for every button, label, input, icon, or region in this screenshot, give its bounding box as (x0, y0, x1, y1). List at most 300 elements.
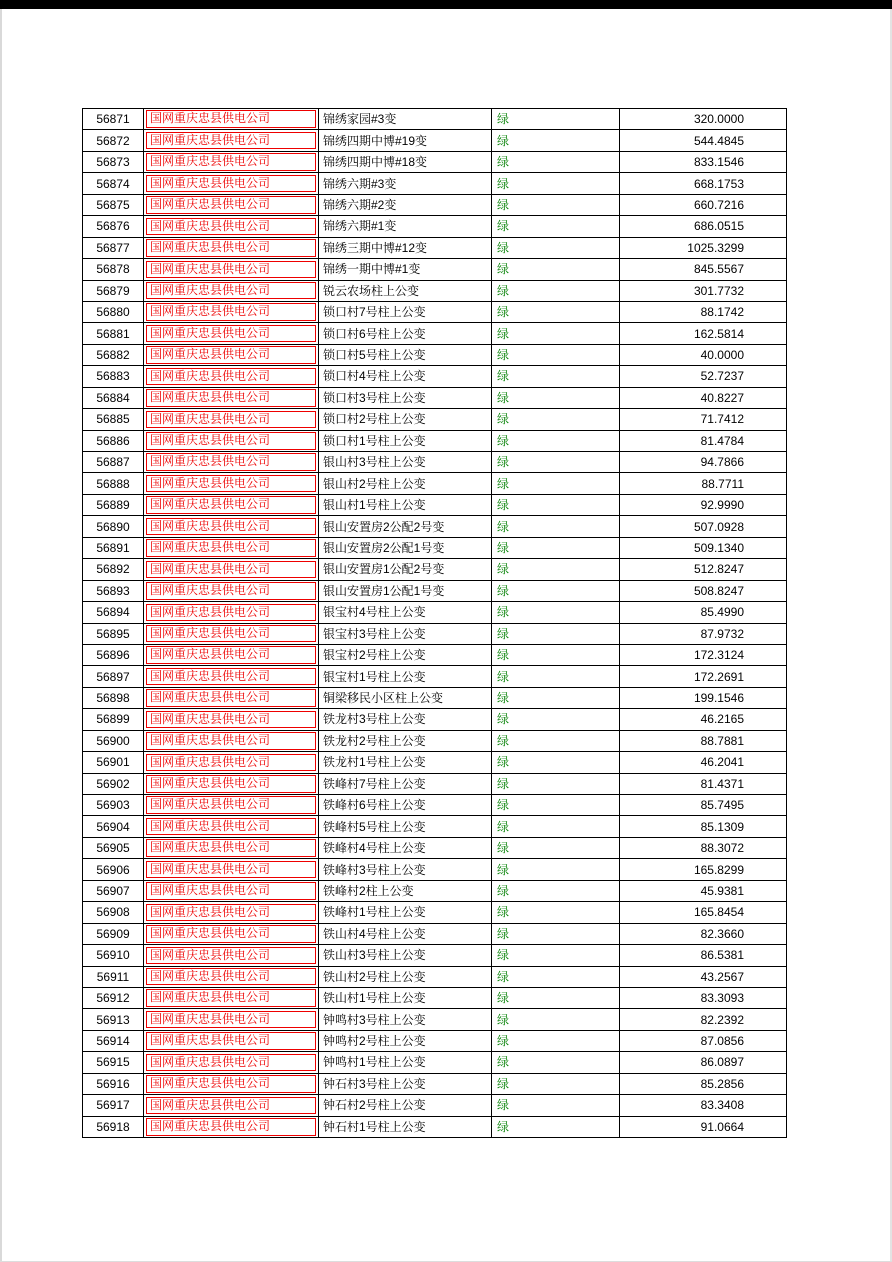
status-cell: 绿 (492, 987, 620, 1008)
company-cell (144, 752, 319, 773)
company-label: 国网重庆忠县供电公司 (146, 775, 316, 793)
value-cell: 544.4845 (620, 130, 787, 151)
status-cell: 绿 (492, 494, 620, 515)
status-cell: 绿 (492, 580, 620, 601)
company-label: 国网重庆忠县供电公司 (146, 110, 316, 128)
status-cell: 绿 (492, 816, 620, 837)
company-cell (144, 859, 319, 880)
status-cell: 绿 (492, 1116, 620, 1137)
table-row (83, 366, 787, 387)
value-cell: 507.0928 (620, 516, 787, 537)
company-label: 国网重庆忠县供电公司 (146, 839, 316, 857)
company-label: 国网重庆忠县供电公司 (146, 1054, 316, 1072)
company-label: 国网重庆忠县供电公司 (146, 196, 316, 214)
station-name-cell: 钟石村1号柱上公变 (319, 1116, 492, 1137)
row-id-cell: 56917 (83, 1095, 144, 1116)
station-name-cell: 银山安置房2公配1号变 (319, 537, 492, 558)
row-id-cell: 56916 (83, 1073, 144, 1094)
company-cell (144, 666, 319, 687)
row-id-cell: 56899 (83, 709, 144, 730)
status-cell: 绿 (492, 730, 620, 751)
value-cell: 86.0897 (620, 1052, 787, 1073)
status-cell: 绿 (492, 409, 620, 430)
value-cell: 660.7216 (620, 194, 787, 215)
status-cell: 绿 (492, 666, 620, 687)
row-id-cell: 56878 (83, 259, 144, 280)
company-label: 国网重庆忠县供电公司 (146, 582, 316, 600)
row-id-cell: 56872 (83, 130, 144, 151)
table-row (83, 194, 787, 215)
company-cell (144, 580, 319, 601)
table-row (83, 109, 787, 130)
status-cell: 绿 (492, 644, 620, 665)
company-cell (144, 1073, 319, 1094)
value-cell: 320.0000 (620, 109, 787, 130)
value-cell: 668.1753 (620, 173, 787, 194)
status-cell: 绿 (492, 623, 620, 644)
company-cell (144, 1095, 319, 1116)
table-row (83, 237, 787, 258)
status-cell: 绿 (492, 323, 620, 344)
table-row (83, 709, 787, 730)
table-row (83, 151, 787, 172)
table-row (83, 1073, 787, 1094)
value-cell: 81.4784 (620, 430, 787, 451)
value-cell: 88.7711 (620, 473, 787, 494)
value-cell: 40.8227 (620, 387, 787, 408)
value-cell: 165.8299 (620, 859, 787, 880)
company-label: 国网重庆忠县供电公司 (146, 368, 316, 386)
station-name-cell: 铁龙村3号柱上公变 (319, 709, 492, 730)
status-cell: 绿 (492, 280, 620, 301)
station-name-cell: 锁口村4号柱上公变 (319, 366, 492, 387)
status-cell: 绿 (492, 366, 620, 387)
company-label: 国网重庆忠县供电公司 (146, 239, 316, 257)
table-row (83, 816, 787, 837)
table-row (83, 537, 787, 558)
table-row (83, 923, 787, 944)
table-row (83, 494, 787, 515)
table-row (83, 644, 787, 665)
company-cell (144, 537, 319, 558)
station-name-cell: 铁峰村5号柱上公变 (319, 816, 492, 837)
row-id-cell: 56913 (83, 1009, 144, 1030)
company-cell (144, 280, 319, 301)
company-cell (144, 837, 319, 858)
value-cell: 88.3072 (620, 837, 787, 858)
station-name-cell: 钟石村2号柱上公变 (319, 1095, 492, 1116)
company-cell (144, 1052, 319, 1073)
row-id-cell: 56874 (83, 173, 144, 194)
company-cell (144, 880, 319, 901)
value-cell: 92.9990 (620, 494, 787, 515)
company-cell (144, 473, 319, 494)
status-cell: 绿 (492, 173, 620, 194)
table-row (83, 752, 787, 773)
company-cell (144, 452, 319, 473)
row-id-cell: 56906 (83, 859, 144, 880)
value-cell: 91.0664 (620, 1116, 787, 1137)
status-cell: 绿 (492, 344, 620, 365)
company-label: 国网重庆忠县供电公司 (146, 754, 316, 772)
status-cell: 绿 (492, 516, 620, 537)
station-name-cell: 铁山村4号柱上公变 (319, 923, 492, 944)
row-id-cell: 56912 (83, 987, 144, 1008)
value-cell: 512.8247 (620, 559, 787, 580)
row-id-cell: 56908 (83, 902, 144, 923)
value-cell: 45.9381 (620, 880, 787, 901)
company-label: 国网重庆忠县供电公司 (146, 261, 316, 279)
table-row (83, 387, 787, 408)
company-label: 国网重庆忠县供电公司 (146, 475, 316, 493)
table-row (83, 602, 787, 623)
status-cell: 绿 (492, 387, 620, 408)
status-cell: 绿 (492, 966, 620, 987)
table-row (83, 409, 787, 430)
company-label: 国网重庆忠县供电公司 (146, 496, 316, 514)
station-name-cell: 锁口村6号柱上公变 (319, 323, 492, 344)
row-id-cell: 56909 (83, 923, 144, 944)
company-label: 国网重庆忠县供电公司 (146, 1011, 316, 1029)
company-label: 国网重庆忠县供电公司 (146, 711, 316, 729)
station-name-cell: 锁口村2号柱上公变 (319, 409, 492, 430)
company-label: 国网重庆忠县供电公司 (146, 1032, 316, 1050)
station-name-cell: 锦绣四期中博#18变 (319, 151, 492, 172)
value-cell: 52.7237 (620, 366, 787, 387)
row-id-cell: 56881 (83, 323, 144, 344)
company-label: 国网重庆忠县供电公司 (146, 861, 316, 879)
status-cell: 绿 (492, 1030, 620, 1051)
value-cell: 46.2165 (620, 709, 787, 730)
table-row (83, 1116, 787, 1137)
station-name-cell: 银宝村3号柱上公变 (319, 623, 492, 644)
station-name-cell: 银宝村4号柱上公变 (319, 602, 492, 623)
table-row (83, 344, 787, 365)
company-cell (144, 301, 319, 322)
value-cell: 81.4371 (620, 773, 787, 794)
row-id-cell: 56886 (83, 430, 144, 451)
value-cell: 1025.3299 (620, 237, 787, 258)
station-name-cell: 锦绣六期#2变 (319, 194, 492, 215)
company-cell (144, 795, 319, 816)
table-row (83, 666, 787, 687)
table-row (83, 880, 787, 901)
status-cell: 绿 (492, 473, 620, 494)
station-name-cell: 铁山村1号柱上公变 (319, 987, 492, 1008)
row-id-cell: 56885 (83, 409, 144, 430)
status-cell: 绿 (492, 837, 620, 858)
table-row (83, 795, 787, 816)
row-id-cell: 56918 (83, 1116, 144, 1137)
value-cell: 165.8454 (620, 902, 787, 923)
row-id-cell: 56910 (83, 945, 144, 966)
company-cell (144, 366, 319, 387)
status-cell: 绿 (492, 1052, 620, 1073)
company-cell (144, 1116, 319, 1137)
company-label: 国网重庆忠县供电公司 (146, 989, 316, 1007)
value-cell: 162.5814 (620, 323, 787, 344)
table-row (83, 580, 787, 601)
station-name-cell: 锁口村7号柱上公变 (319, 301, 492, 322)
company-label: 国网重庆忠县供电公司 (146, 561, 316, 579)
station-name-cell: 锁口村5号柱上公变 (319, 344, 492, 365)
value-cell: 85.1309 (620, 816, 787, 837)
station-name-cell: 锦绣六期#3变 (319, 173, 492, 194)
status-cell: 绿 (492, 1073, 620, 1094)
row-id-cell: 56907 (83, 880, 144, 901)
status-cell: 绿 (492, 1009, 620, 1030)
table-row (83, 323, 787, 344)
status-cell: 绿 (492, 752, 620, 773)
company-cell (144, 344, 319, 365)
company-label: 国网重庆忠县供电公司 (146, 539, 316, 557)
company-cell (144, 623, 319, 644)
row-id-cell: 56892 (83, 559, 144, 580)
company-cell (144, 173, 319, 194)
row-id-cell: 56898 (83, 687, 144, 708)
top-black-bar (0, 0, 892, 9)
company-label: 国网重庆忠县供电公司 (146, 625, 316, 643)
value-cell: 199.1546 (620, 687, 787, 708)
value-cell: 83.3408 (620, 1095, 787, 1116)
table-body (83, 109, 787, 1138)
status-cell: 绿 (492, 259, 620, 280)
status-cell: 绿 (492, 130, 620, 151)
company-label: 国网重庆忠县供电公司 (146, 518, 316, 536)
station-name-cell: 锁口村3号柱上公变 (319, 387, 492, 408)
company-cell (144, 1030, 319, 1051)
station-name-cell: 银山村3号柱上公变 (319, 452, 492, 473)
status-cell: 绿 (492, 859, 620, 880)
table-row (83, 130, 787, 151)
company-label: 国网重庆忠县供电公司 (146, 646, 316, 664)
value-cell: 87.9732 (620, 623, 787, 644)
value-cell: 88.1742 (620, 301, 787, 322)
table-row (83, 687, 787, 708)
row-id-cell: 56895 (83, 623, 144, 644)
station-name-cell: 铁峰村1号柱上公变 (319, 902, 492, 923)
table-row (83, 216, 787, 237)
station-name-cell: 银山安置房1公配1号变 (319, 580, 492, 601)
value-cell: 87.0856 (620, 1030, 787, 1051)
table-row (83, 902, 787, 923)
company-label: 国网重庆忠县供电公司 (146, 303, 316, 321)
row-id-cell: 56888 (83, 473, 144, 494)
station-name-cell: 锐云农场柱上公变 (319, 280, 492, 301)
station-name-cell: 铁峰村2柱上公变 (319, 880, 492, 901)
company-cell (144, 194, 319, 215)
station-name-cell: 钟鸣村2号柱上公变 (319, 1030, 492, 1051)
company-cell (144, 709, 319, 730)
status-cell: 绿 (492, 945, 620, 966)
station-name-cell: 铁山村3号柱上公变 (319, 945, 492, 966)
row-id-cell: 56876 (83, 216, 144, 237)
status-cell: 绿 (492, 923, 620, 944)
company-cell (144, 259, 319, 280)
value-cell: 508.8247 (620, 580, 787, 601)
row-id-cell: 56894 (83, 602, 144, 623)
company-label: 国网重庆忠县供电公司 (146, 389, 316, 407)
value-cell: 686.0515 (620, 216, 787, 237)
row-id-cell: 56901 (83, 752, 144, 773)
value-cell: 509.1340 (620, 537, 787, 558)
company-label: 国网重庆忠县供电公司 (146, 411, 316, 429)
station-name-cell: 钟鸣村1号柱上公变 (319, 1052, 492, 1073)
company-label: 国网重庆忠县供电公司 (146, 796, 316, 814)
company-label: 国网重庆忠县供电公司 (146, 604, 316, 622)
status-cell: 绿 (492, 559, 620, 580)
company-label: 国网重庆忠县供电公司 (146, 947, 316, 965)
status-cell: 绿 (492, 602, 620, 623)
station-name-cell: 铁峰村4号柱上公变 (319, 837, 492, 858)
table-row (83, 1030, 787, 1051)
table-row (83, 730, 787, 751)
company-label: 国网重庆忠县供电公司 (146, 925, 316, 943)
table-row (83, 987, 787, 1008)
row-id-cell: 56890 (83, 516, 144, 537)
company-label: 国网重庆忠县供电公司 (146, 132, 316, 150)
table-row (83, 859, 787, 880)
table-row (83, 516, 787, 537)
value-cell: 40.0000 (620, 344, 787, 365)
table-row (83, 473, 787, 494)
station-name-cell: 锁口村1号柱上公变 (319, 430, 492, 451)
station-name-cell: 银山村2号柱上公变 (319, 473, 492, 494)
station-name-cell: 银山安置房2公配2号变 (319, 516, 492, 537)
company-cell (144, 216, 319, 237)
company-label: 国网重庆忠县供电公司 (146, 1097, 316, 1115)
company-label: 国网重庆忠县供电公司 (146, 282, 316, 300)
station-name-cell: 银宝村2号柱上公变 (319, 644, 492, 665)
station-name-cell: 铁峰村3号柱上公变 (319, 859, 492, 880)
table-row (83, 430, 787, 451)
row-id-cell: 56897 (83, 666, 144, 687)
row-id-cell: 56883 (83, 366, 144, 387)
station-name-cell: 钟石村3号柱上公变 (319, 1073, 492, 1094)
company-cell (144, 987, 319, 1008)
value-cell: 86.5381 (620, 945, 787, 966)
company-cell (144, 902, 319, 923)
company-cell (144, 430, 319, 451)
station-name-cell: 银山村1号柱上公变 (319, 494, 492, 515)
company-cell (144, 644, 319, 665)
row-id-cell: 56875 (83, 194, 144, 215)
company-cell (144, 559, 319, 580)
status-cell: 绿 (492, 301, 620, 322)
station-name-cell: 铁山村2号柱上公变 (319, 966, 492, 987)
table-row (83, 452, 787, 473)
value-cell: 172.3124 (620, 644, 787, 665)
company-cell (144, 966, 319, 987)
value-cell: 301.7732 (620, 280, 787, 301)
company-cell (144, 323, 319, 344)
company-label: 国网重庆忠县供电公司 (146, 432, 316, 450)
company-cell (144, 130, 319, 151)
row-id-cell: 56877 (83, 237, 144, 258)
company-cell (144, 1009, 319, 1030)
station-name-cell: 铜梁移民小区柱上公变 (319, 687, 492, 708)
station-name-cell: 锦绣一期中博#1变 (319, 259, 492, 280)
row-id-cell: 56896 (83, 644, 144, 665)
status-cell: 绿 (492, 452, 620, 473)
station-name-cell: 铁龙村2号柱上公变 (319, 730, 492, 751)
status-cell: 绿 (492, 795, 620, 816)
status-cell: 绿 (492, 537, 620, 558)
table-row (83, 559, 787, 580)
value-cell: 83.3093 (620, 987, 787, 1008)
table-row (83, 837, 787, 858)
status-cell: 绿 (492, 687, 620, 708)
row-id-cell: 56879 (83, 280, 144, 301)
company-label: 国网重庆忠县供电公司 (146, 175, 316, 193)
value-cell: 85.4990 (620, 602, 787, 623)
station-name-cell: 铁峰村7号柱上公变 (319, 773, 492, 794)
power-station-table (82, 108, 787, 1138)
company-cell (144, 602, 319, 623)
station-name-cell: 锦绣六期#1变 (319, 216, 492, 237)
row-id-cell: 56911 (83, 966, 144, 987)
table-row (83, 623, 787, 644)
table-row (83, 1095, 787, 1116)
row-id-cell: 56905 (83, 837, 144, 858)
row-id-cell: 56871 (83, 109, 144, 130)
value-cell: 46.2041 (620, 752, 787, 773)
status-cell: 绿 (492, 109, 620, 130)
company-label: 国网重庆忠县供电公司 (146, 325, 316, 343)
row-id-cell: 56880 (83, 301, 144, 322)
row-id-cell: 56891 (83, 537, 144, 558)
row-id-cell: 56915 (83, 1052, 144, 1073)
table-row (83, 301, 787, 322)
row-id-cell: 56903 (83, 795, 144, 816)
row-id-cell: 56884 (83, 387, 144, 408)
company-label: 国网重庆忠县供电公司 (146, 668, 316, 686)
company-label: 国网重庆忠县供电公司 (146, 218, 316, 236)
station-name-cell: 钟鸣村3号柱上公变 (319, 1009, 492, 1030)
row-id-cell: 56902 (83, 773, 144, 794)
company-cell (144, 816, 319, 837)
station-name-cell: 锦绣四期中博#19变 (319, 130, 492, 151)
value-cell: 88.7881 (620, 730, 787, 751)
company-label: 国网重庆忠县供电公司 (146, 818, 316, 836)
company-label: 国网重庆忠县供电公司 (146, 346, 316, 364)
station-name-cell: 锦绣家园#3变 (319, 109, 492, 130)
row-id-cell: 56893 (83, 580, 144, 601)
row-id-cell: 56904 (83, 816, 144, 837)
value-cell: 85.2856 (620, 1073, 787, 1094)
table-row (83, 1052, 787, 1073)
table-row (83, 173, 787, 194)
status-cell: 绿 (492, 194, 620, 215)
company-cell (144, 494, 319, 515)
value-cell: 71.7412 (620, 409, 787, 430)
table-row (83, 1009, 787, 1030)
table-row (83, 966, 787, 987)
status-cell: 绿 (492, 151, 620, 172)
row-id-cell: 56873 (83, 151, 144, 172)
row-id-cell: 56887 (83, 452, 144, 473)
station-name-cell: 铁龙村1号柱上公变 (319, 752, 492, 773)
status-cell: 绿 (492, 237, 620, 258)
station-name-cell: 银山安置房1公配2号变 (319, 559, 492, 580)
company-cell (144, 773, 319, 794)
company-label: 国网重庆忠县供电公司 (146, 732, 316, 750)
row-id-cell: 56882 (83, 344, 144, 365)
row-id-cell: 56900 (83, 730, 144, 751)
status-cell: 绿 (492, 709, 620, 730)
company-cell (144, 516, 319, 537)
value-cell: 94.7866 (620, 452, 787, 473)
